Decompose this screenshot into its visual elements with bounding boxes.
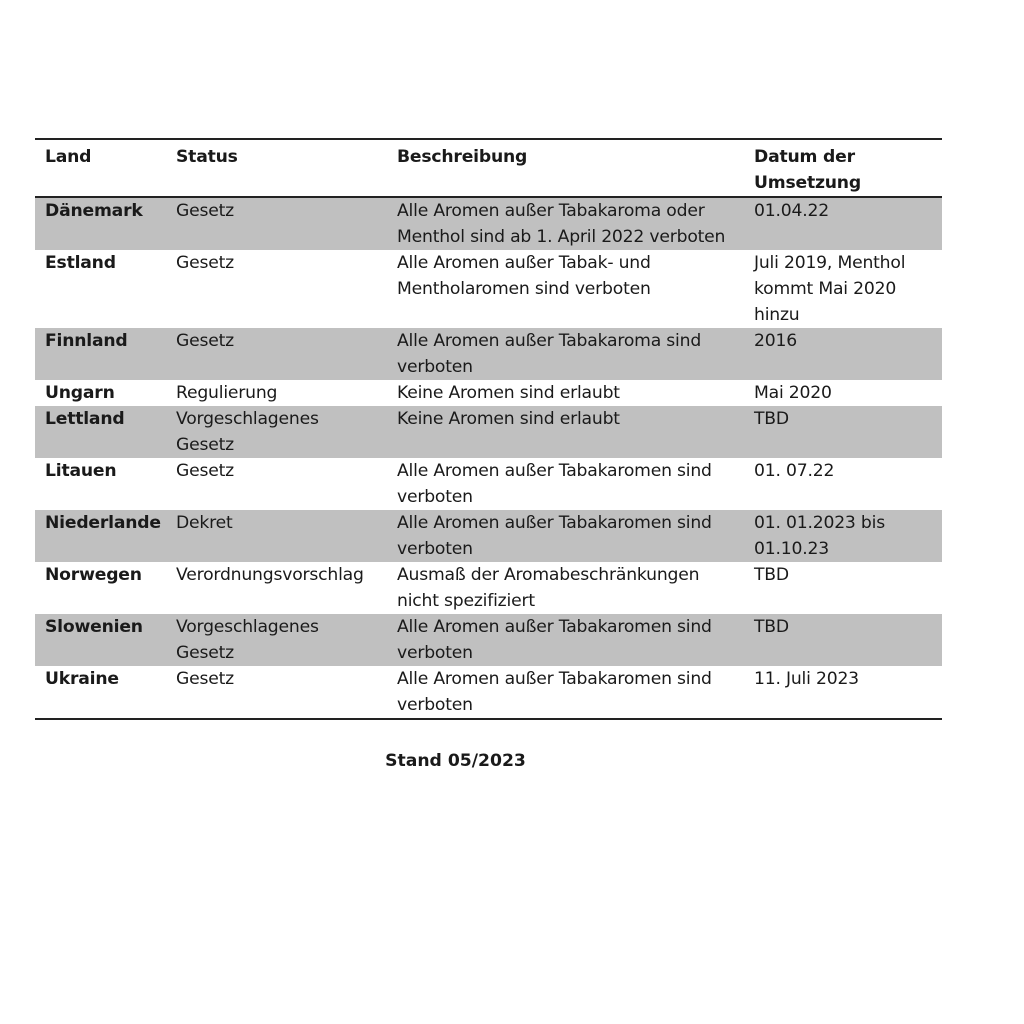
cell-status: Gesetz (176, 253, 234, 273)
cell-beschreibung: Alle Aromen außer Tabakaroma oder Menthol sind ab 1. April 2022 verboten (387, 197, 744, 250)
table-row (35, 250, 942, 328)
cell-status: Dekret (166, 510, 387, 562)
cell-beschreibung: Alle Aromen außer Tabakaromen sind verboten (397, 669, 712, 715)
footer-note: Stand 05/2023 (385, 751, 526, 771)
cell-status: Vorgeschlagenes Gesetz (166, 406, 387, 458)
table-body (35, 197, 942, 719)
cell-datum: 01.04.22 (744, 197, 942, 250)
cell-status: Gesetz (176, 461, 234, 481)
table-row (35, 510, 942, 562)
cell-land: Ukraine (45, 669, 119, 689)
cell-land: Lettland (35, 406, 166, 458)
cell-datum: 2016 (744, 328, 942, 380)
cell-land: Niederlande (35, 510, 166, 562)
header-row (35, 139, 942, 197)
cell-land: Estland (45, 253, 116, 273)
table-row (35, 380, 942, 406)
cell-datum: TBD (744, 614, 942, 666)
flavor-ban-table-container (35, 138, 942, 720)
cell-land: Litauen (45, 461, 117, 481)
flavor-ban-table (35, 138, 942, 720)
cell-datum: 01. 07.22 (754, 461, 835, 481)
cell-land: Finnland (35, 328, 166, 380)
cell-beschreibung: Alle Aromen außer Tabakaroma sind verboten (387, 328, 744, 380)
cell-beschreibung: Keine Aromen sind erlaubt (387, 406, 744, 458)
cell-datum: TBD (744, 406, 942, 458)
cell-beschreibung: Alle Aromen außer Tabak- und Mentholaromen sind verboten (397, 253, 651, 299)
cell-datum: 11. Juli 2023 (754, 669, 859, 689)
table-row (35, 328, 942, 380)
header-beschreibung: Beschreibung (397, 147, 528, 167)
cell-datum: Juli 2019, Menthol kommt Mai 2020 hinzu (754, 253, 906, 325)
cell-beschreibung: Keine Aromen sind erlaubt (397, 383, 620, 403)
cell-beschreibung: Alle Aromen außer Tabakaromen sind verboten (387, 614, 744, 666)
cell-status: Gesetz (176, 669, 234, 689)
table-header (35, 139, 942, 197)
cell-status: Verordnungsvorschlag (176, 565, 364, 585)
table-row (35, 666, 942, 719)
cell-datum: 01. 01.2023 bis 01.10.23 (744, 510, 942, 562)
cell-land: Slowenien (35, 614, 166, 666)
cell-land: Ungarn (45, 383, 115, 403)
cell-status: Gesetz (166, 197, 387, 250)
cell-beschreibung: Ausmaß der Aromabeschränkungen nicht spezifiziert (397, 565, 700, 611)
cell-status: Regulierung (176, 383, 278, 403)
header-status: Status (176, 147, 238, 167)
header-datum: Datum der Umsetzung (754, 147, 861, 193)
cell-beschreibung: Alle Aromen außer Tabakaromen sind verboten (387, 510, 744, 562)
table-row (35, 614, 942, 666)
table-row (35, 458, 942, 510)
cell-land: Dänemark (35, 197, 166, 250)
table-row (35, 562, 942, 614)
cell-datum: TBD (754, 565, 789, 585)
table-row (35, 406, 942, 458)
cell-beschreibung: Alle Aromen außer Tabakaromen sind verboten (397, 461, 712, 507)
table-row (35, 197, 942, 250)
cell-status: Vorgeschlagenes Gesetz (166, 614, 387, 666)
cell-status: Gesetz (166, 328, 387, 380)
cell-datum: Mai 2020 (754, 383, 832, 403)
cell-land: Norwegen (45, 565, 142, 585)
header-land: Land (45, 147, 92, 167)
